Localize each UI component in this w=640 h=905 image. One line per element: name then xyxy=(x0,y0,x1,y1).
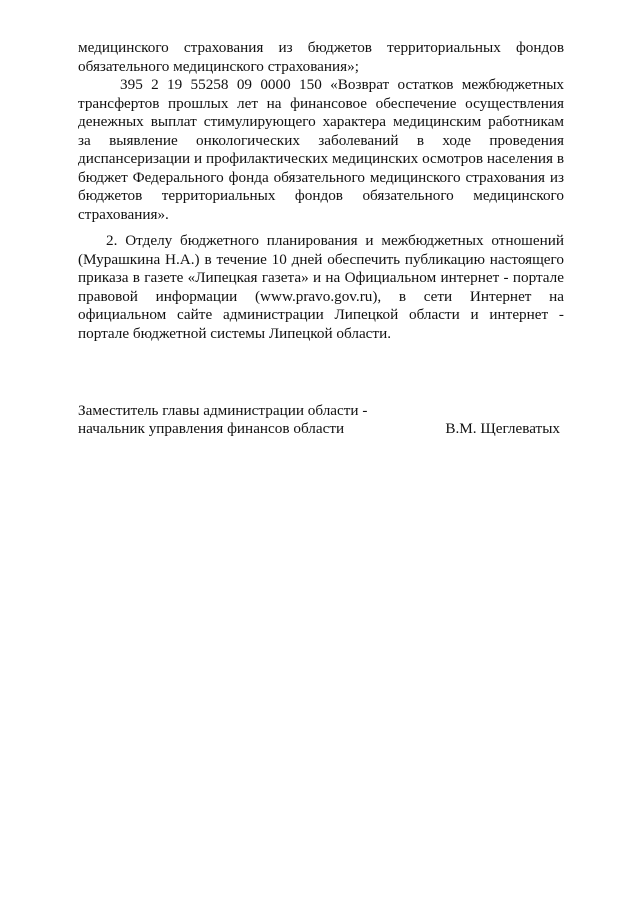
paragraph-code-clause: 395 2 19 55258 09 0000 150 «Возврат остатков межбюджетных трансфертов прошлых лет на финансовое обеспечение осуществления денежных выплат стимулирующего характера медицинским работникам за выявление онкологических заболеваний в ходе проведения диспансеризации и профилактических медицинских осмотров населения в бюджет Федерального фонда обязательного медицинского страхования из бюджетов территориальных фондов обязательного медицинского страхования». xyxy=(78,76,564,223)
signature-position-line-1: Заместитель главы администрации области - xyxy=(78,402,368,419)
signature-position-line-2: начальник управления финансов области xyxy=(78,420,345,437)
paragraph-block-1 xyxy=(78,39,564,224)
paragraph-2: 2. Отделу бюджетного планирования и межбюджетных отношений (Мурашкина Н.А.) в течение 10 дней обеспечить публикацию настоящего приказа в газете «Липецкая газета» и на Официальном интернет - портале правовой информации (www.pravo.gov.ru), в сети Интернет на официальном сайте администрации Липецкой области и интернет - портале бюджетной системы Липецкой области. xyxy=(78,232,564,342)
signature-name: В.М. Щеглеватых xyxy=(445,420,560,437)
paragraph-continuation: медицинского страхования из бюджетов территориальных фондов обязательного медицинского страхования»; xyxy=(78,39,564,75)
